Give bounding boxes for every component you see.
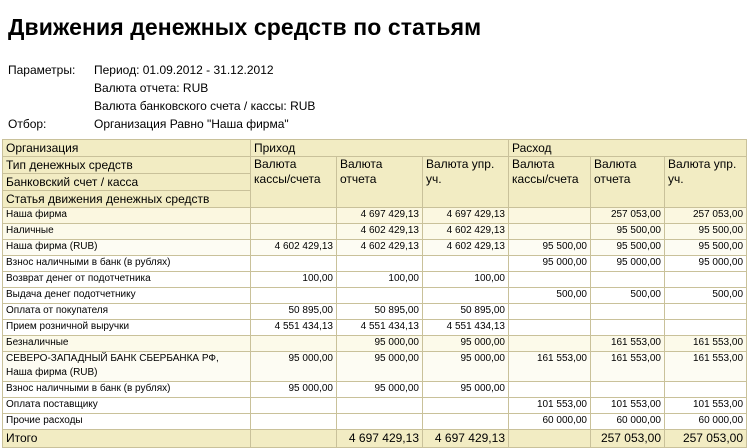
period-value: Период: 01.09.2012 - 31.12.2012 [94, 63, 274, 77]
amount-cell[interactable] [591, 272, 665, 288]
amount-cell[interactable]: 161 553,00 [591, 336, 665, 352]
amount-cell[interactable]: 95 000,00 [509, 256, 591, 272]
amount-cell[interactable] [251, 208, 337, 224]
row-name-cell[interactable]: Оплата от покупателя [3, 304, 251, 320]
amount-cell[interactable] [423, 398, 509, 414]
amount-cell[interactable]: 101 553,00 [665, 398, 747, 414]
amount-cell[interactable] [337, 288, 423, 304]
amount-cell[interactable]: 4 602 429,13 [423, 240, 509, 256]
amount-cell[interactable] [423, 288, 509, 304]
row-name-cell[interactable]: СЕВЕРО-ЗАПАДНЫЙ БАНК СБЕРБАНКА РФ, Наша фирма (RUB) [3, 352, 251, 382]
amount-cell[interactable] [665, 320, 747, 336]
amount-cell[interactable]: 161 553,00 [665, 352, 747, 382]
table-row[interactable] [3, 382, 747, 398]
total-amount-cell [509, 430, 591, 448]
amount-cell[interactable] [509, 336, 591, 352]
amount-cell[interactable] [423, 414, 509, 430]
amount-cell[interactable]: 60 000,00 [591, 414, 665, 430]
amount-cell[interactable]: 100,00 [337, 272, 423, 288]
row-name-cell[interactable]: Прочие расходы [3, 414, 251, 430]
report-parameters [8, 61, 315, 133]
amount-cell[interactable] [251, 288, 337, 304]
amount-cell[interactable]: 95 000,00 [591, 256, 665, 272]
table-row[interactable] [3, 320, 747, 336]
row-name-cell[interactable]: Безналичные [3, 336, 251, 352]
amount-cell[interactable]: 95 000,00 [423, 352, 509, 382]
amount-cell[interactable]: 95 500,00 [665, 240, 747, 256]
row-name-cell[interactable]: Наличные [3, 224, 251, 240]
row-name-cell[interactable]: Наша фирма [3, 208, 251, 224]
total-amount-cell: 257 053,00 [665, 430, 747, 448]
amount-cell[interactable]: 4 551 434,13 [337, 320, 423, 336]
amount-cell[interactable]: 95 000,00 [337, 352, 423, 382]
row-name-cell[interactable]: Наша фирма (RUB) [3, 240, 251, 256]
header-expense-mgmt-currency: Валюта упр. уч. [665, 157, 747, 208]
amount-cell[interactable] [591, 304, 665, 320]
row-name-cell[interactable]: Возврат денег от подотчетника [3, 272, 251, 288]
amount-cell[interactable]: 95 500,00 [591, 224, 665, 240]
report-table [2, 139, 747, 448]
amount-cell[interactable] [423, 256, 509, 272]
amount-cell[interactable]: 257 053,00 [591, 208, 665, 224]
amount-cell[interactable]: 95 000,00 [423, 336, 509, 352]
amount-cell[interactable]: 161 553,00 [591, 352, 665, 382]
amount-cell[interactable]: 4 602 429,13 [337, 240, 423, 256]
row-name-cell[interactable]: Прием розничной выручки [3, 320, 251, 336]
report-title: Движения денежных средств по статьям [8, 14, 482, 40]
header-expense-account-currency: Валюта кассы/счета [509, 157, 591, 208]
amount-cell[interactable] [509, 382, 591, 398]
table-row[interactable] [3, 288, 747, 304]
amount-cell[interactable]: 60 000,00 [509, 414, 591, 430]
table-row[interactable] [3, 352, 747, 382]
amount-cell[interactable] [509, 208, 591, 224]
amount-cell[interactable] [251, 256, 337, 272]
amount-cell[interactable]: 50 895,00 [337, 304, 423, 320]
amount-cell[interactable] [509, 272, 591, 288]
report-currency-value: Валюта отчета: RUB [94, 81, 209, 95]
amount-cell[interactable] [665, 272, 747, 288]
amount-cell[interactable]: 95 000,00 [665, 256, 747, 272]
amount-cell[interactable]: 95 500,00 [509, 240, 591, 256]
table-row[interactable] [3, 224, 747, 240]
total-amount-cell: 4 697 429,13 [423, 430, 509, 448]
header-income-account-currency: Валюта кассы/счета [251, 157, 337, 208]
row-name-cell[interactable]: Взнос наличными в банк (в рублях) [3, 256, 251, 272]
amount-cell[interactable]: 95 000,00 [251, 352, 337, 382]
amount-cell[interactable]: 161 553,00 [665, 336, 747, 352]
table-row[interactable] [3, 414, 747, 430]
header-cash-type: Тип денежных средств [3, 157, 251, 174]
amount-cell[interactable]: 101 553,00 [509, 398, 591, 414]
table-row[interactable] [3, 398, 747, 414]
amount-cell[interactable]: 161 553,00 [509, 352, 591, 382]
amount-cell[interactable]: 4 697 429,13 [337, 208, 423, 224]
header-bank-account: Банковский счет / касса [3, 174, 251, 191]
total-row [3, 430, 747, 448]
amount-cell[interactable]: 50 895,00 [423, 304, 509, 320]
table-row[interactable] [3, 208, 747, 224]
account-currency-value: Валюта банковского счета / кассы: RUB [94, 99, 316, 113]
amount-cell[interactable]: 257 053,00 [665, 208, 747, 224]
amount-cell[interactable] [665, 382, 747, 398]
amount-cell[interactable]: 500,00 [509, 288, 591, 304]
header-cashflow-item: Статья движения денежных средств [3, 191, 251, 208]
total-amount-cell [251, 430, 337, 448]
amount-cell[interactable]: 95 000,00 [337, 382, 423, 398]
table-row[interactable] [3, 304, 747, 320]
amount-cell[interactable]: 100,00 [251, 272, 337, 288]
table-row[interactable] [3, 256, 747, 272]
amount-cell[interactable]: 4 602 429,13 [251, 240, 337, 256]
amount-cell[interactable] [251, 414, 337, 430]
amount-cell[interactable] [337, 398, 423, 414]
amount-cell[interactable]: 95 000,00 [251, 382, 337, 398]
table-row[interactable] [3, 240, 747, 256]
total-amount-cell: 257 053,00 [591, 430, 665, 448]
amount-cell[interactable] [509, 304, 591, 320]
amount-cell[interactable] [251, 336, 337, 352]
amount-cell[interactable] [591, 382, 665, 398]
amount-cell[interactable]: 95 500,00 [665, 224, 747, 240]
table-row[interactable] [3, 336, 747, 352]
amount-cell[interactable]: 95 000,00 [423, 382, 509, 398]
header-expense: Расход [509, 140, 747, 157]
amount-cell[interactable]: 4 551 434,13 [423, 320, 509, 336]
filter-value: Организация Равно "Наша фирма" [94, 117, 289, 131]
amount-cell[interactable]: 100,00 [423, 272, 509, 288]
amount-cell[interactable]: 101 553,00 [591, 398, 665, 414]
amount-cell[interactable] [251, 224, 337, 240]
amount-cell[interactable] [591, 320, 665, 336]
header-organization: Организация [3, 140, 251, 157]
total-amount-cell: 4 697 429,13 [337, 430, 423, 448]
amount-cell[interactable] [251, 398, 337, 414]
table-row[interactable] [3, 272, 747, 288]
amount-cell[interactable]: 4 697 429,13 [423, 208, 509, 224]
header-expense-report-currency: Валюта отчета [591, 157, 665, 208]
header-income-mgmt-currency: Валюта упр. уч. [423, 157, 509, 208]
amount-cell[interactable] [509, 320, 591, 336]
amount-cell[interactable]: 60 000,00 [665, 414, 747, 430]
amount-cell[interactable]: 95 500,00 [591, 240, 665, 256]
amount-cell[interactable] [337, 256, 423, 272]
header-income: Приход [251, 140, 509, 157]
amount-cell[interactable] [509, 224, 591, 240]
row-name-cell[interactable]: Взнос наличными в банк (в рублях) [3, 382, 251, 398]
amount-cell[interactable]: 4 602 429,13 [423, 224, 509, 240]
header-row [3, 157, 747, 174]
amount-cell[interactable]: 50 895,00 [251, 304, 337, 320]
row-name-cell[interactable]: Оплата поставщику [3, 398, 251, 414]
amount-cell[interactable]: 4 551 434,13 [251, 320, 337, 336]
filter-label: Отбор: [8, 117, 47, 131]
amount-cell[interactable]: 500,00 [591, 288, 665, 304]
header-row [3, 140, 747, 157]
total-label: Итого [3, 430, 251, 448]
amount-cell[interactable]: 500,00 [665, 288, 747, 304]
parameters-label: Параметры: [8, 63, 76, 77]
row-name-cell[interactable]: Выдача денег подотчетнику [3, 288, 251, 304]
amount-cell[interactable] [665, 304, 747, 320]
header-income-report-currency: Валюта отчета [337, 157, 423, 208]
amount-cell[interactable]: 95 000,00 [337, 336, 423, 352]
amount-cell[interactable] [337, 414, 423, 430]
amount-cell[interactable]: 4 602 429,13 [337, 224, 423, 240]
